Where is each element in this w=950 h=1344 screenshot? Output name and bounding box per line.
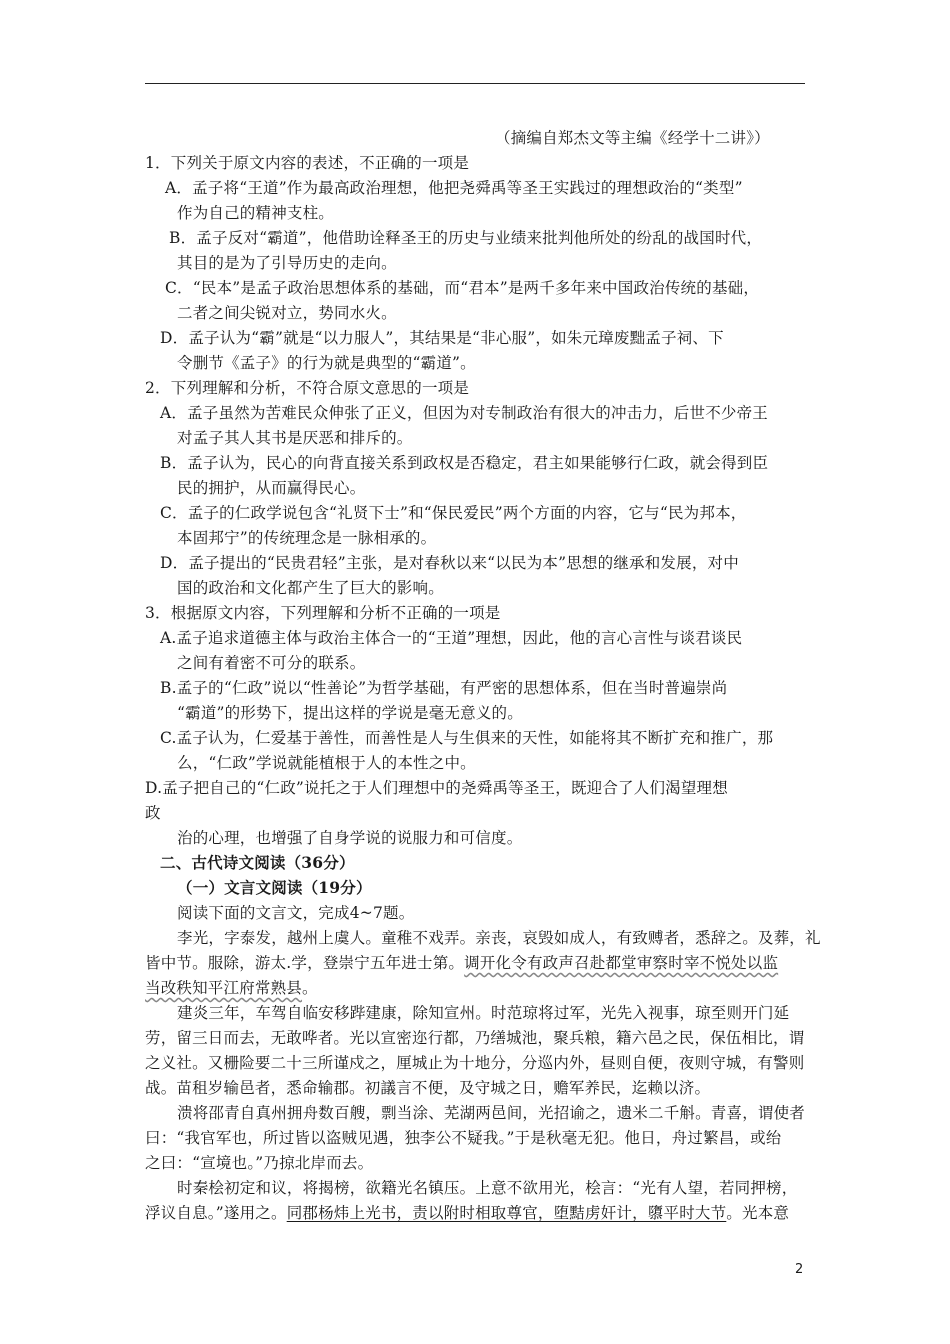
passage-line: 建炎三年，车驾自临安移跸建康，除知宣州。时范琼将过军，光先入视事，琼至则开门延 — [177, 1004, 790, 1022]
question-3-option-d: D.孟子把自己的“仁政”说托之于人们理想中的尧舜禹等圣王，既迎合了人们渴望理想 — [145, 779, 728, 797]
question-2-option-b: B．孟子认为，民心的向背直接关系到政权是否稳定，君主如果能够行仁政，就会得到臣 — [160, 454, 769, 472]
question-1-option-c-cont: 二者之间尖锐对立，势同水火。 — [177, 304, 397, 322]
underlined-sentence: 调开化令有政声召赴都堂审察时宰不悦处以监 — [464, 954, 779, 972]
question-3-stem: 3．根据原文内容，下列理解和分析不正确的一项是 — [145, 604, 501, 622]
passage-text: 浮议自息。”遂用之。 — [145, 1204, 287, 1222]
question-1-option-b: B．孟子反对“霸道”，他借助诠释圣王的历史与业绩来批判他所处的纷乱的战国时代， — [169, 229, 763, 247]
underlined-sentence: 同郡杨炜上光书，责以附时相取尊官，堕黠虏奸计，隳平时大节 — [286, 1204, 727, 1222]
question-3-option-c: C.孟子认为，仁爱基于善性，而善性是人与生俱来的天性，如能将其不断扩充和推广，那 — [160, 729, 774, 747]
question-3-option-a-cont: 之间有着密不可分的联系。 — [177, 654, 366, 672]
question-1-option-b-cont: 其目的是为了引导历史的走向。 — [177, 254, 397, 272]
question-2-option-d: D．孟子提出的“民贵君轻”主张，是对春秋以来“以民为本”思想的继承和发展，对中 — [160, 554, 739, 572]
passage-text: 。光本意 — [726, 1204, 790, 1222]
question-1-option-d: D．孟子认为“霸”就是“以力服人”，其结果是“非心服”，如朱元璋废黜孟子祠、下 — [160, 329, 724, 347]
passage-line: 曰：“我官军也，所过皆以盗贼见遇，独李公不疑我。”于是秋毫无犯。他日，舟过繁昌，或绐 — [145, 1129, 782, 1147]
source-note: （摘编自郑杰文等主编《经学十二讲》） — [495, 129, 770, 147]
passage-line — [145, 978, 318, 998]
question-2-option-c-cont: 本固邦宁”的传统理念是一脉相承的。 — [177, 529, 437, 547]
passage-line: 劳，留三日而去，无敢哗者。光以宣密迩行都，乃缮城池，聚兵粮，籍六邑之民，保伍相比，谓 — [145, 1029, 805, 1047]
question-3-option-d-cont2: 治的心理，也增强了自身学说的说服力和可信度。 — [177, 829, 523, 847]
passage-line: 溃将邵青自真州拥舟数百艘，剽当涂、芜湖两邑间，光招谕之，遗米二千斛。青喜，谓使者 — [177, 1104, 806, 1122]
question-1-option-a-cont: 作为自己的精神支柱。 — [177, 204, 335, 222]
question-2-option-d-cont: 国的政治和文化都产生了巨大的影响。 — [177, 579, 444, 597]
underlined-sentence: 当改秩知平江府常熟县 — [145, 979, 303, 997]
passage-line: 之义社。又栅险要二十三所谨戍之，厘城止为十地分，分巡内外，昼则自便，夜则守城，有警则 — [145, 1054, 805, 1072]
passage-line: 时秦桧初定和议，将揭榜，欲籍光名镇压。上意不欲用光，桧言：“光有人望，若同押榜， — [177, 1179, 798, 1197]
subsection-title: （一）文言文阅读（19分） — [177, 878, 372, 897]
question-2-option-c: C．孟子的仁政学说包含“礼贤下士”和“保民爱民”两个方面的内容，它与“民为邦本， — [160, 504, 747, 522]
passage-line: 之曰：“宣境也。”乃掠北岸而去。 — [145, 1154, 374, 1172]
question-2-stem: 2．下列理解和分析，不符合原文意思的一项是 — [145, 379, 470, 397]
question-2-option-a-cont: 对孟子其人其书是厌恶和排斥的。 — [177, 429, 413, 447]
question-3-option-c-cont: 么，“仁政”学说就能植根于人的本性之中。 — [177, 754, 476, 772]
instruction: 阅读下面的文言文，完成4~7题。 — [177, 904, 415, 922]
section-title: 二、古代诗文阅读（36分） — [160, 853, 355, 872]
question-2-option-a: A．孟子虽然为苦难民众伸张了正义，但因为对专制政治有很大的冲击力，后世不少帝王 — [160, 404, 768, 422]
passage-line — [145, 953, 778, 973]
question-3-option-d-cont: 政 — [145, 804, 161, 822]
question-2-option-b-cont: 民的拥护，从而赢得民心。 — [177, 479, 366, 497]
passage-line: 战。苗租岁输邑者，悉命输郡。初議言不便，及守城之日，赡军养民，迄赖以济。 — [145, 1079, 711, 1097]
question-1-option-c: C．“民本”是孟子政治思想体系的基础，而“君本”是两千多年来中国政治传统的基础， — [165, 279, 760, 297]
passage-line: 李光，字泰发，越州上虞人。童稚不戏弄。亲丧，哀毁如成人，有致赙者，悉辞之。及葬，礼 — [177, 929, 821, 947]
header-rule — [145, 83, 805, 84]
question-1-stem: 1．下列关于原文内容的表述，不正确的一项是 — [145, 154, 470, 172]
question-3-option-b-cont: “霸道”的形势下，提出这样的学说是毫无意义的。 — [177, 704, 523, 722]
question-3-option-a: A.孟子追求道德主体与政治主体合一的“王道”理想，因此，他的言心言性与谈君谈民 — [160, 629, 743, 647]
page-number: 2 — [795, 1262, 804, 1277]
question-3-option-b: B.孟子的“仁政”说以“性善论”为哲学基础，有严密的思想体系，但在当时普遍崇尚 — [160, 679, 728, 697]
passage-line — [145, 1203, 789, 1223]
question-1-option-d-cont: 令删节《孟子》的行为就是典型的“霸道”。 — [177, 354, 476, 372]
question-1-option-a: A．孟子将“王道”作为最高政治理想，他把尧舜禹等圣王实践过的理想政治的“类型” — [165, 179, 743, 197]
passage-text: 皆中节。服除，游太.学，登崇宁五年进士第。 — [145, 954, 465, 972]
passage-text: 。 — [302, 979, 318, 997]
